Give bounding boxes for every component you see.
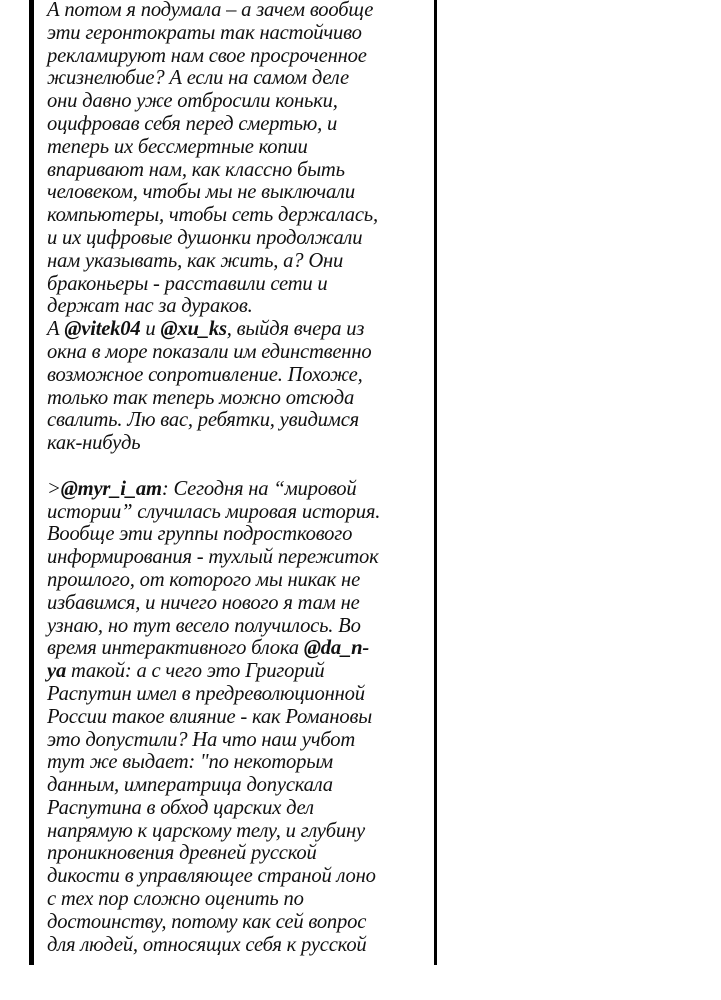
text-line xyxy=(47,409,442,432)
text-line xyxy=(47,159,442,182)
text-line xyxy=(47,888,442,911)
text-line xyxy=(47,387,442,410)
text-line xyxy=(47,181,442,204)
text-line xyxy=(47,865,442,888)
text-segment: прошлого, от которого мы никак не xyxy=(47,568,361,591)
text-line xyxy=(47,615,442,638)
text-segment: проникновения древней русской xyxy=(47,842,317,865)
text-line xyxy=(47,295,442,318)
text-segment: рекламируют нам свое просроченное xyxy=(47,44,367,67)
text-segment: > xyxy=(47,477,61,500)
user-mention: @xu_ks xyxy=(160,318,227,341)
text-segment: с тех пор сложно оценить по xyxy=(47,888,304,911)
text-line xyxy=(47,569,442,592)
text-segment: тут же выдает: "по некоторым xyxy=(47,751,333,774)
text-segment: Распутина в обход царских дел xyxy=(47,796,314,819)
text-line xyxy=(47,706,442,729)
text-segment: свалить. Лю вас, ребятки, увидимся xyxy=(47,409,360,432)
text-segment: браконьеры - расставили сети и xyxy=(47,272,328,295)
text-segment: напрямую к царскому телу, и глубину xyxy=(47,819,365,842)
text-line xyxy=(47,22,442,45)
text-segment: нам указывать, как жить, а? Они xyxy=(47,249,344,272)
text-segment: и xyxy=(140,318,161,341)
text-segment: компьютеры, чтобы сеть держалась, xyxy=(47,204,378,227)
text-line xyxy=(47,637,442,660)
text-segment: для людей, относящих себя к русской xyxy=(47,933,367,956)
text-segment: впаривают нам, как классно быть xyxy=(47,158,345,181)
text-segment: только так теперь можно отсюда xyxy=(47,386,355,409)
text-segment: окна в море показали им единственно xyxy=(47,340,372,363)
text-segment: как-нибудь xyxy=(47,432,141,455)
text-line xyxy=(47,660,442,683)
text-segment: избавимся, и ничего нового я там не xyxy=(47,591,360,614)
text-segment: А потом я подумала – а зачем вообще xyxy=(47,0,374,21)
text-segment: информирования - тухлый пережиток xyxy=(47,546,379,569)
text-line xyxy=(47,797,442,820)
text-line xyxy=(47,341,442,364)
text-segment: узнаю, но тут весело получилось. Во xyxy=(47,614,361,637)
text-line xyxy=(47,478,442,501)
text-line xyxy=(47,432,442,455)
text-segment: : Сегодня на “мировой xyxy=(161,477,357,500)
text-segment: время интерактивного блока xyxy=(47,637,304,660)
text-segment: , выйдя вчера из xyxy=(226,318,365,341)
text-line xyxy=(47,546,442,569)
text-segment: и их цифровые душонки продолжали xyxy=(47,226,363,249)
text-line xyxy=(47,820,442,843)
text-line xyxy=(47,911,442,934)
text-segment: данным, императрица допускала xyxy=(47,774,333,797)
text-line xyxy=(47,523,442,546)
text-segment: дикости в управляющее страной лоно xyxy=(47,865,376,888)
text-line xyxy=(47,250,442,273)
text-segment: это допустили? На что наш учбот xyxy=(47,728,355,751)
text-line xyxy=(47,501,442,524)
text-segment: истории” случилась мировая история. xyxy=(47,500,381,523)
text-segment: возможное сопротивление. Похоже, xyxy=(47,363,363,386)
text-line xyxy=(47,592,442,615)
text-segment: России такое влияние - как Романовы xyxy=(47,705,372,728)
text-line xyxy=(47,455,442,478)
text-line xyxy=(47,136,442,159)
text-segment: такой: а с чего это Григорий xyxy=(66,660,325,683)
text-segment: достоинству, потому как сей вопрос xyxy=(47,910,367,933)
user-mention: ya xyxy=(47,660,67,683)
text-line xyxy=(47,729,442,752)
text-line xyxy=(47,751,442,774)
text-line xyxy=(47,842,442,865)
text-segment: оцифровав себя перед смертью, и xyxy=(47,112,338,135)
text-line xyxy=(47,204,442,227)
text-line xyxy=(47,45,442,68)
text-line xyxy=(47,774,442,797)
text-line xyxy=(47,67,442,90)
text-line xyxy=(47,0,442,22)
text-segment: человеком, чтобы мы не выключали xyxy=(47,181,355,204)
text-segment: они давно уже отбросили коньки, xyxy=(47,90,338,113)
user-mention: @da_n- xyxy=(303,637,369,660)
text-segment: А xyxy=(47,318,65,341)
text-line xyxy=(47,113,442,136)
text-segment: Распутин имел в предреволюционной xyxy=(47,682,365,705)
text-line xyxy=(47,683,442,706)
text-line xyxy=(47,273,442,296)
post-text xyxy=(47,0,442,956)
user-mention: @vitek04 xyxy=(64,318,141,341)
text-segment: эти геронтократы так настойчиво xyxy=(47,21,362,44)
text-segment: Вообще эти группы подросткового xyxy=(47,523,353,546)
text-segment: держат нас за дураков. xyxy=(47,295,253,318)
text-line xyxy=(47,318,442,341)
user-mention: @myr_i_am xyxy=(60,477,162,500)
text-line xyxy=(47,934,442,957)
text-line xyxy=(47,90,442,113)
text-segment: теперь их бессмертные копии xyxy=(47,135,308,158)
text-line xyxy=(47,227,442,250)
text-line xyxy=(47,364,442,387)
text-segment: жизнелюбие? А если на самом деле xyxy=(47,67,350,90)
